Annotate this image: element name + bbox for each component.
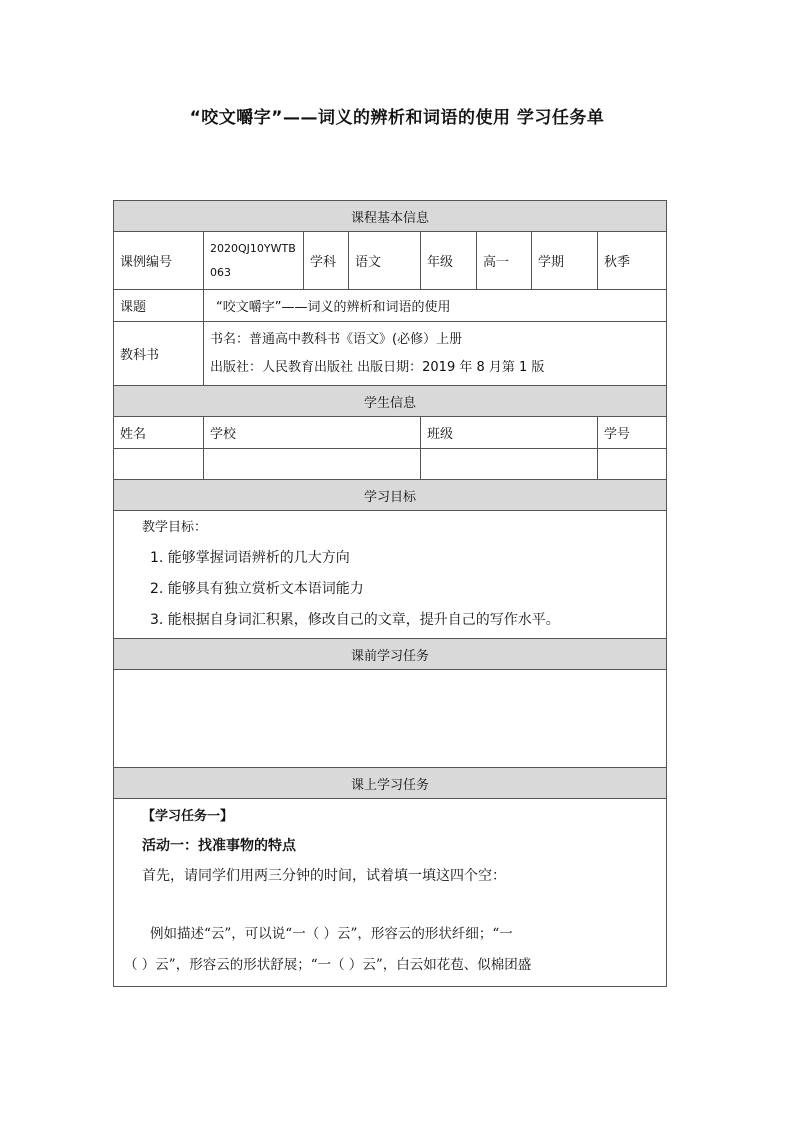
task-one-label: 【学习任务一】 bbox=[142, 809, 234, 824]
subject-label: 学科 bbox=[304, 232, 349, 290]
activity-intro: 首先，请同学们用两三分钟的时间，试着填一填这四个空： bbox=[142, 868, 506, 884]
grade-value: 高一 bbox=[477, 232, 532, 290]
textbook-value bbox=[204, 322, 667, 386]
school-field[interactable] bbox=[204, 449, 421, 480]
goal-item-2: 2. 能够具有独立赏析文本语词能力 bbox=[150, 581, 364, 597]
term-value: 秋季 bbox=[598, 232, 667, 290]
topic-value: “咬文嚼字”——词义的辨析和词语的使用 bbox=[204, 290, 667, 322]
name-field[interactable] bbox=[114, 449, 204, 480]
student-info-header: 学生信息 bbox=[114, 386, 667, 417]
textbook-label: 教科书 bbox=[114, 322, 204, 386]
course-info-header: 课程基本信息 bbox=[114, 201, 667, 232]
pre-class-content[interactable] bbox=[114, 670, 667, 768]
textbook-publisher: 出版社：人民教育出版社 出版日期：2019 年 8 月第 1 版 bbox=[210, 359, 545, 375]
textbook-title: 书名：普通高中教科书《语文》(必修）上册 bbox=[210, 331, 463, 347]
goals-intro: 教学目标： bbox=[142, 520, 208, 535]
activity-one-title: 活动一：找准事物的特点 bbox=[142, 838, 296, 854]
goals-header: 学习目标 bbox=[114, 480, 667, 511]
in-class-header: 课上学习任务 bbox=[114, 768, 667, 799]
id-label: 学号 bbox=[598, 417, 667, 449]
code-value bbox=[204, 232, 304, 290]
pre-class-header: 课前学习任务 bbox=[114, 639, 667, 670]
id-field[interactable] bbox=[598, 449, 667, 480]
goal-item-3: 3. 能根据自身词汇积累，修改自己的文章，提升自己的写作水平。 bbox=[150, 612, 560, 628]
code-value-line2: 063 bbox=[210, 265, 231, 279]
goal-item-1: 1. 能够掌握词语辨析的几大方向 bbox=[150, 550, 350, 566]
class-label: 班级 bbox=[421, 417, 598, 449]
name-label: 姓名 bbox=[114, 417, 204, 449]
example-line-2: （ ）云”，形容云的形状舒展；“一（ ）云”，白云如花苞、似棉团盛 bbox=[124, 957, 532, 973]
task-sheet-table bbox=[113, 200, 667, 987]
in-class-content bbox=[114, 799, 667, 987]
goals-content bbox=[114, 511, 667, 639]
grade-label: 年级 bbox=[421, 232, 477, 290]
school-label: 学校 bbox=[204, 417, 421, 449]
document-title: “咬文嚼字”——词义的辨析和词语的使用 学习任务单 bbox=[189, 108, 605, 128]
class-field[interactable] bbox=[421, 449, 598, 480]
example-line-1: 例如描述“云”，可以说“一（ ）云”，形容云的形状纤细；“一 bbox=[150, 926, 513, 942]
topic-label: 课题 bbox=[114, 290, 204, 322]
subject-value: 语文 bbox=[349, 232, 421, 290]
term-label: 学期 bbox=[532, 232, 598, 290]
code-value-line1: 2020QJ10YWTB bbox=[210, 241, 296, 255]
blank-spacer bbox=[122, 891, 658, 919]
code-label: 课例编号 bbox=[114, 232, 204, 290]
